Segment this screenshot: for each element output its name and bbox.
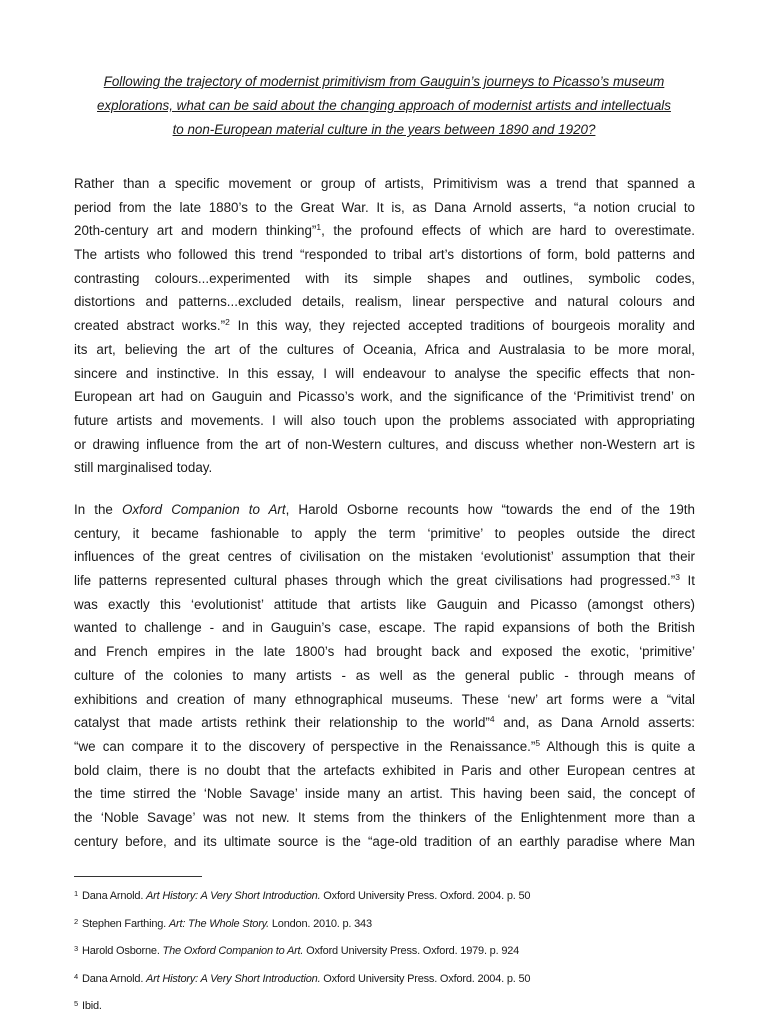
title-line: Following the trajectory of modernist primitivism from Gauguin’s journeys to Picasso’s museum xyxy=(103,74,665,89)
text-line xyxy=(74,569,695,593)
text-line: or drawing influence from the art of non-Western cultures, and discuss whether non-Western art is xyxy=(74,436,695,452)
footnote-details: London. 2010. p. 343 xyxy=(269,917,372,930)
text-segment: Although this is quite a xyxy=(540,738,695,754)
text-segment: In the xyxy=(74,502,122,517)
title-line: to non-European material culture in the years between 1890 and 1920? xyxy=(172,122,596,137)
footnote-4 xyxy=(74,972,695,1000)
text-line: bold claim, there is no doubt that the artefacts exhibited in Paris and other European centres at xyxy=(74,762,695,778)
text-segment: created abstract works.” xyxy=(74,318,226,334)
text-segment: life patterns represented cultural phases through which the great civilisations had progressed.” xyxy=(74,573,676,589)
footnote-divider xyxy=(74,876,202,877)
text-segment: , the profound effects of which are hard to overestimate. xyxy=(321,223,695,239)
text-line: period from the late 1880’s to the Great War. It is, as Dana Arnold asserts, “a notion crucial to xyxy=(74,199,695,215)
footnote-ref: 1 xyxy=(316,222,322,233)
text-segment: , Harold Osborne recounts how “towards the end of the 19th xyxy=(285,502,695,517)
text-line: Rather than a specific movement or group of artists, Primitivism was a trend that spanned a xyxy=(74,176,695,191)
footnote-3 xyxy=(74,944,695,972)
text-segment: 20th-century art and modern thinking” xyxy=(74,223,317,239)
footnote-5 xyxy=(74,999,695,1027)
footnote-author: Harold Osborne. xyxy=(81,945,163,957)
footnote-author: Stephen Farthing. xyxy=(81,917,169,930)
text-segment: and, as Dana Arnold asserts: xyxy=(494,715,696,731)
text-line xyxy=(74,498,695,522)
text-line: was exactly this ‘evolutionist’ attitude that artists like Gauguin and Picasso (amongst others) xyxy=(74,596,695,612)
text-line: distortions and patterns...excluded details, realism, linear perspective and natural colours and xyxy=(74,294,695,310)
footnote-title: Art History: A Very Short Introduction. xyxy=(146,890,321,902)
text-line: European art had on Gauguin and Picasso’s work, and the significance of the ‘Primitivist trend’ on xyxy=(74,389,695,405)
text-line: the time stirred the ‘Noble Savage’ inside many an artist. This having been said, the concept of xyxy=(74,786,695,802)
text-segment: It xyxy=(679,573,695,589)
footnote-ref: 3 xyxy=(675,572,680,583)
text-line: exhibitions and creation of many ethnographical museums. These ‘new’ art forms were a “vital xyxy=(74,691,695,707)
footnote-number: 3 xyxy=(74,944,78,953)
footnote-title: The Oxford Companion to Art. xyxy=(162,945,304,957)
text-line: century, it became fashionable to apply the term ‘primitive’ to peoples outside the direct xyxy=(74,525,695,541)
footnote-ref: 5 xyxy=(535,737,541,748)
text-line xyxy=(74,219,695,243)
footnote-details: Oxford University Press. Oxford. 2004. p. 50 xyxy=(320,972,531,985)
footnotes xyxy=(74,889,695,1027)
text-segment: “we can compare it to the discovery of perspective in the Renaissance.” xyxy=(74,738,536,754)
text-segment: catalyst that made artists rethink their relationship to the world” xyxy=(74,715,490,731)
footnote-ref: 2 xyxy=(225,317,230,328)
paragraph-osborne xyxy=(74,498,695,853)
paragraph-intro xyxy=(74,172,695,480)
footnote-details: Oxford University Press. Oxford. 2004. p. 50 xyxy=(320,890,531,902)
text-line: culture of the colonies to many artists - as well as the general public - through means of xyxy=(74,667,695,683)
footnote-1 xyxy=(74,889,695,917)
footnote-number: 1 xyxy=(74,889,78,898)
footnote-number: 2 xyxy=(74,916,78,926)
text-segment: In this way, they rejected accepted traditions of bourgeois morality and xyxy=(229,318,696,334)
text-line: the ‘Noble Savage’ was not new. It stems from the thinkers of the Enlightenment more than a xyxy=(74,809,695,825)
text-line: influences of the great centres of civilisation on the mistaken ‘evolutionist’ assumption that their xyxy=(74,549,695,565)
text-line: wanted to challenge - and in Gauguin’s case, escape. The rapid expansions of both the British xyxy=(74,620,695,636)
title-line: explorations, what can be said about the changing approach of modernist artists and intellectuals xyxy=(97,98,671,113)
text-line: sincere and instinctive. In this essay, I will endeavour to analyse the specific effects that non- xyxy=(74,365,695,381)
footnote-author: Dana Arnold. xyxy=(81,972,147,985)
footnote-2 xyxy=(74,917,695,945)
book-title: Oxford Companion to Art xyxy=(121,502,286,517)
footnote-details: Oxford University Press. Oxford. 1979. p. 924 xyxy=(303,945,520,957)
footnote-number: 4 xyxy=(74,971,78,981)
footnote-author: Ibid. xyxy=(81,1000,102,1012)
footnote-author: Dana Arnold. xyxy=(81,890,147,902)
text-line: still marginalised today. xyxy=(74,460,213,476)
footnote-title: Art History: A Very Short Introduction. xyxy=(146,972,321,985)
text-line xyxy=(74,314,695,338)
text-line: The artists who followed this trend “responded to tribal art’s distortions of form, bold patterns and xyxy=(74,247,695,263)
text-line xyxy=(74,735,695,759)
text-line xyxy=(74,711,695,735)
footnote-number: 5 xyxy=(74,999,78,1008)
text-line: century before, and its ultimate source is the “age-old tradition of an earthly paradise where Man xyxy=(74,833,695,849)
text-line: its art, believing the art of the cultures of Oceania, Africa and Australasia to be more moral, xyxy=(74,341,695,357)
text-line: future artists and movements. I will also touch upon the problems associated with appropriating xyxy=(74,412,695,428)
essay-title xyxy=(70,70,698,142)
footnote-ref: 4 xyxy=(489,714,495,725)
text-line: contrasting colours...experimented with its simple shapes and outlines, symbolic codes, xyxy=(74,270,695,286)
text-line: and French empires in the late 1800’s had brought back and exposed the exotic, ‘primitive’ xyxy=(74,644,695,660)
footnote-title: Art: The Whole Story. xyxy=(168,917,270,930)
